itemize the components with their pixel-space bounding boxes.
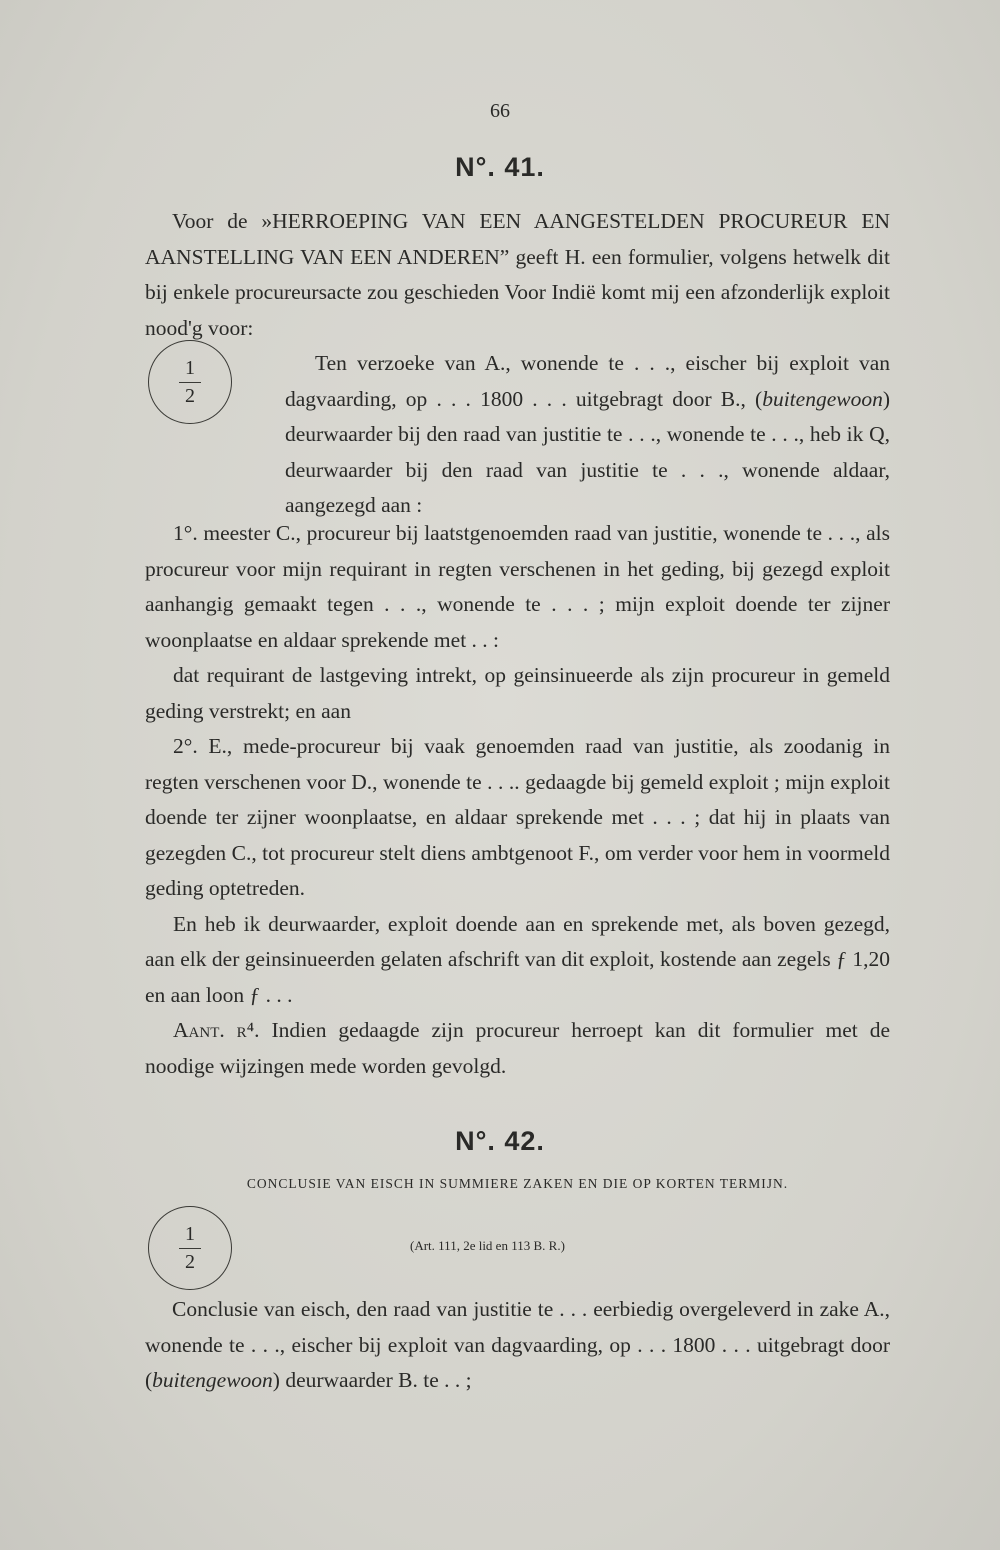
conclusie-italic: buitengewoon bbox=[152, 1368, 273, 1392]
item-1-continuation: dat requirant de lastgeving intrekt, op geinsinueerde als zijn procureur in gemeld geding verstrekt; en aan bbox=[145, 663, 890, 723]
stamp-numerator: 1 bbox=[185, 356, 195, 379]
section-42-heading: N°. 42. bbox=[455, 1126, 545, 1156]
item-1: 1°. meester C., procureur bij laatstgenoemden raad van justitie, wonende te . . ., als procureur voor mijn requirant in regten verschenen in het geding, bij gezegd exploit aanhangig gemaakt tegen . . ., wonende te . . . ; mijn exploit doende ter zijner woonplaatse en aldaar sprekende met . . : bbox=[145, 521, 890, 652]
conclusie-paragraph bbox=[145, 1292, 890, 1399]
exploit-italic: buitengewoon bbox=[762, 386, 883, 411]
fraction-stamp-2 bbox=[148, 1206, 232, 1290]
note-text: Indien gedaagde zijn procureur herroept kan dit formulier met de noodige wijzingen mede worden gevolgd. bbox=[145, 1018, 891, 1078]
stamp-denominator: 2 bbox=[185, 384, 195, 407]
section-42-subtitle: CONCLUSIE VAN EISCH IN SUMMIERE ZAKEN EN DIE OP KORTEN TERMIJN. bbox=[246, 1176, 789, 1191]
section-41-intro bbox=[145, 204, 890, 346]
intro-paragraph: Voor de »HERROEPING VAN EEN AANGESTELDEN PROCUREUR EN AANSTELLING VAN EEN ANDEREN” geeft H. een formulier, volgens hetwelk dit bij enkele procureursacte zou geschieden Voor Indië komt mij een afzonderlijk exploit nood'g voor: bbox=[145, 209, 890, 340]
stamp-denominator: 2 bbox=[185, 1250, 195, 1273]
item-2: 2°. E., mede-procureur bij vaak genoemden raad van justitie, als zoodanig in regten verschenen voor D., wonende te . . .. gedaagde bij gemeld exploit ; mijn exploit doende ter zijner woonplaatse, en aldaar sprekende met . . . ; dat hij in plaats van gezegden C., tot procureur stelt diens ambtgenoot F., om verder voor hem in voormeld geding optetreden. bbox=[145, 734, 890, 900]
stamp-fraction-bar bbox=[179, 1248, 201, 1249]
article-reference: (Art. 111, 2e lid en 113 B. R.) bbox=[410, 1238, 565, 1253]
exploit-text-start: Ten verzoeke van A., wonende te . . ., eischer bij exploit van dagvaarding, op . . . 1800 . . . uitgebragt door B., ( bbox=[285, 351, 890, 411]
closing-paragraph: En heb ik deurwaarder, exploit doende aan en sprekende met, als boven gezegd, aan elk der geinsinueerden gelaten afschrift van dit exploit, kostende aan zegels ƒ 1,20 en aan loon ƒ . . . bbox=[145, 911, 890, 1007]
note-paragraph bbox=[145, 1013, 890, 1084]
stamp-numerator: 1 bbox=[185, 1222, 195, 1245]
note-label: Aant. r⁴. bbox=[173, 1018, 260, 1042]
conclusie-text-rest: ) deurwaarder B. te . . ; bbox=[272, 1368, 472, 1392]
section-42-body bbox=[145, 1292, 890, 1399]
exploit-text-rest: ) deurwaarder bij den raad van justitie te . . ., wonende te . . ., heb ik Q, deurwaarder bij den raad van justitie te . . ., wonende aldaar, aangezegd aan : bbox=[285, 386, 890, 517]
exploit-paragraph bbox=[145, 346, 890, 524]
section-41-body bbox=[145, 346, 890, 524]
conclusie-text-start: Conclusie van eisch, den raad van justitie te . . . eerbiedig overgeleverd in zake A., wonende te . . ., eischer bij exploit van dagvaarding, op . . . 1800 . . . uitgebragt door ( bbox=[145, 1297, 890, 1392]
page-number: 66 bbox=[490, 100, 510, 122]
section-41-heading: N°. 41. bbox=[455, 152, 545, 182]
section-41-items bbox=[145, 516, 890, 1084]
